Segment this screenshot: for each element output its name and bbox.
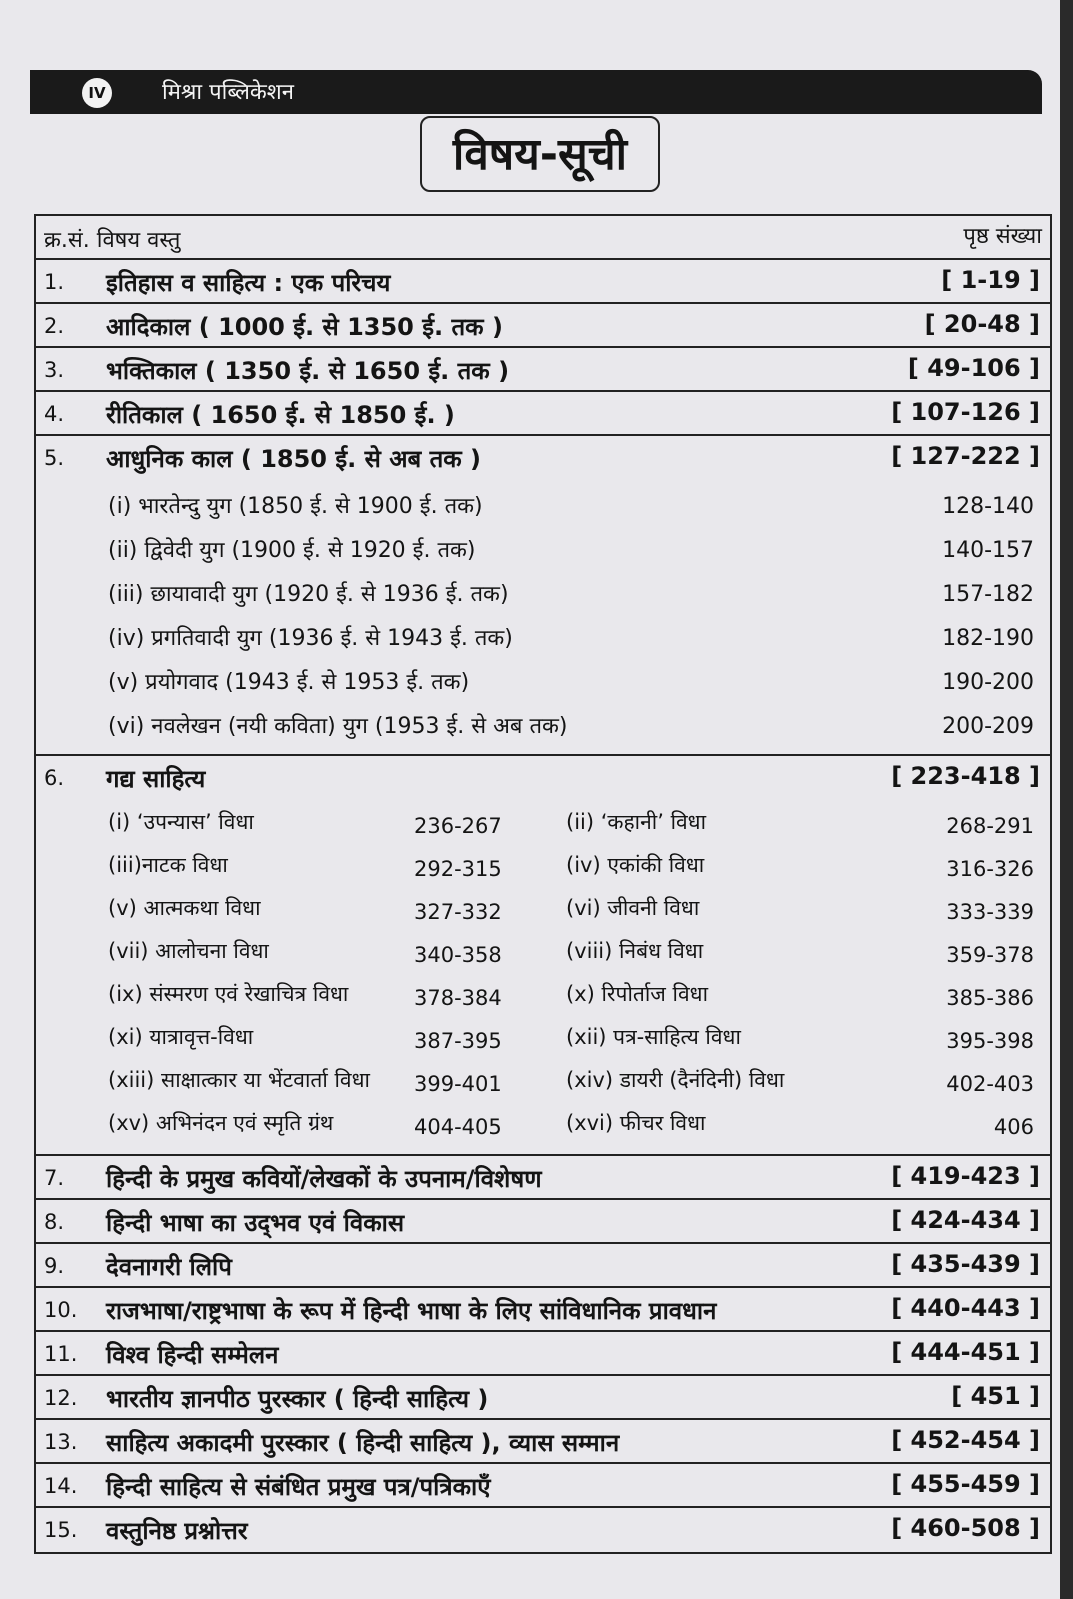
row-pages: [ 49-106 ] (907, 354, 1040, 382)
row-number: 15. (44, 1518, 78, 1542)
sub-title: (ii) द्विवेदी युग (1900 ई. से 1920 ई. तक) (108, 538, 476, 563)
genre-row (36, 1062, 1050, 1105)
row-title: आधुनिक काल ( 1850 ई. से अब तक ) (106, 445, 482, 473)
genre-row (36, 976, 1050, 1019)
row-title: गद्य साहित्य (106, 765, 206, 793)
row-title: देवनागरी लिपि (106, 1253, 232, 1281)
genre-pages: 236-267 (414, 814, 502, 838)
genre-title: (iii)नाटक विधा (108, 853, 228, 877)
row-number: 2. (44, 314, 65, 338)
sub-entry (36, 704, 1050, 748)
genre-title: (ix) संस्मरण एवं रेखाचित्र विधा (108, 982, 349, 1006)
row-number: 1. (44, 270, 65, 294)
genre-pages: 268-291 (946, 814, 1034, 838)
toc-row (36, 1156, 1050, 1200)
row-title: भारतीय ज्ञानपीठ पुरस्कार ( हिन्दी साहित्य ) (106, 1385, 489, 1413)
page-number-badge: IV (82, 78, 112, 108)
toc-row (36, 1464, 1050, 1508)
row-pages: [ 223-418 ] (891, 762, 1040, 790)
sub-pages: 200-209 (942, 714, 1034, 739)
page-title: विषय-सूची (420, 116, 660, 192)
row-title: राजभाषा/राष्ट्रभाषा के रूप में हिन्दी भाषा के लिए सांविधानिक प्रावधान (106, 1297, 717, 1325)
sub-pages: 128-140 (942, 494, 1034, 519)
genre-pages: 395-398 (946, 1029, 1034, 1053)
row-number: 14. (44, 1474, 78, 1498)
sub-entry (36, 616, 1050, 660)
genre-title: (xvi) फीचर विधा (566, 1111, 706, 1135)
genre-row (36, 890, 1050, 933)
row-title: हिन्दी भाषा का उद्‌भव एवं विकास (106, 1209, 405, 1237)
row-pages: [ 1-19 ] (941, 266, 1040, 294)
row-pages: [ 440-443 ] (891, 1294, 1040, 1322)
sub-entries (36, 436, 1050, 754)
row-number: 3. (44, 358, 65, 382)
toc-row (36, 1288, 1050, 1332)
toc-row-modern-period (36, 436, 1050, 756)
toc-row (36, 304, 1050, 348)
row-pages: [ 107-126 ] (891, 398, 1040, 426)
toc-row (36, 348, 1050, 392)
row-title: हिन्दी के प्रमुख कवियों/लेखकों के उपनाम/विशेषण (106, 1165, 542, 1193)
row-pages: [ 460-508 ] (891, 1514, 1040, 1542)
row-pages: [ 452-454 ] (891, 1426, 1040, 1454)
sub-entry (36, 528, 1050, 572)
genre-row (36, 804, 1050, 847)
genre-title: (viii) निबंध विधा (566, 939, 704, 963)
toc-row (36, 1420, 1050, 1464)
row-number: 6. (44, 766, 65, 790)
genre-title: (xi) यात्रावृत्त-विधा (108, 1025, 254, 1049)
genre-pages: 316-326 (946, 857, 1034, 881)
sub-pages: 190-200 (942, 670, 1034, 695)
row-pages: [ 20-48 ] (924, 310, 1040, 338)
row-number: 12. (44, 1386, 78, 1410)
genre-pages: 359-378 (946, 943, 1034, 967)
genre-pages: 340-358 (414, 943, 502, 967)
sub-entry (36, 660, 1050, 704)
row-title: साहित्य अकादमी पुरस्कार ( हिन्दी साहित्य ), व्यास सम्मान (106, 1429, 620, 1457)
row-number: 13. (44, 1430, 78, 1454)
genre-pages: 327-332 (414, 900, 502, 924)
toc-row-prose (36, 756, 1050, 1156)
toc-row (36, 1376, 1050, 1420)
sub-entry (36, 484, 1050, 528)
genre-title: (xii) पत्र-साहित्य विधा (566, 1025, 741, 1049)
row-title: विश्व हिन्दी सम्मेलन (106, 1341, 279, 1369)
genre-pages: 406 (993, 1115, 1034, 1139)
row-pages: [ 424-434 ] (891, 1206, 1040, 1234)
genre-grid (36, 756, 1050, 1154)
row-number: 10. (44, 1298, 78, 1322)
row-pages: [ 444-451 ] (891, 1338, 1040, 1366)
row-number: 7. (44, 1166, 65, 1190)
row-pages: [ 127-222 ] (891, 442, 1040, 470)
sub-title: (iv) प्रगतिवादी युग (1936 ई. से 1943 ई. तक) (108, 626, 513, 651)
row-number: 5. (44, 446, 65, 470)
row-title: रीतिकाल ( 1650 ई. से 1850 ई. ) (106, 401, 455, 429)
genre-pages: 387-395 (414, 1029, 502, 1053)
column-pages: पृष्ठ संख्या (963, 224, 1042, 249)
genre-pages: 402-403 (946, 1072, 1034, 1096)
genre-row (36, 847, 1050, 890)
genre-pages: 292-315 (414, 857, 502, 881)
row-pages: [ 455-459 ] (891, 1470, 1040, 1498)
genre-row (36, 1019, 1050, 1062)
sub-entry (36, 572, 1050, 616)
genre-pages: 404-405 (414, 1115, 502, 1139)
sub-pages: 140-157 (942, 538, 1034, 563)
sub-title: (i) भारतेन्दु युग (1850 ई. से 1900 ई. तक) (108, 494, 483, 519)
genre-title: (iv) एकांकी विधा (566, 853, 705, 877)
toc-row (36, 392, 1050, 436)
genre-title: (ii) ‘कहानी’ विधा (566, 810, 707, 834)
genre-title: (x) रिपोर्ताज विधा (566, 982, 709, 1006)
contents-header (36, 216, 1050, 260)
contents-table (34, 214, 1052, 1554)
genre-title: (vi) जीवनी विधा (566, 896, 700, 920)
sub-title: (iii) छायावादी युग (1920 ई. से 1936 ई. तक) (108, 582, 509, 607)
row-number: 4. (44, 402, 65, 426)
genre-pages: 378-384 (414, 986, 502, 1010)
sub-title: (vi) नवलेखन (नयी कविता) युग (1953 ई. से अब तक) (108, 714, 568, 739)
sub-pages: 157-182 (942, 582, 1034, 607)
row-pages: [ 451 ] (951, 1382, 1040, 1410)
toc-row (36, 1200, 1050, 1244)
genre-pages: 399-401 (414, 1072, 502, 1096)
genre-row (36, 933, 1050, 976)
genre-title: (i) ‘उपन्यास’ विधा (108, 810, 254, 834)
row-pages: [ 435-439 ] (891, 1250, 1040, 1278)
genre-title: (vii) आलोचना विधा (108, 939, 269, 963)
row-pages: [ 419-423 ] (891, 1162, 1040, 1190)
toc-row (36, 1332, 1050, 1376)
toc-row (36, 1244, 1050, 1288)
genre-pages: 385-386 (946, 986, 1034, 1010)
toc-row (36, 260, 1050, 304)
row-title: आदिकाल ( 1000 ई. से 1350 ई. तक ) (106, 313, 503, 341)
sub-pages: 182-190 (942, 626, 1034, 651)
genre-row (36, 1105, 1050, 1148)
row-title: वस्तुनिष्ठ प्रश्नोत्तर (106, 1517, 248, 1545)
toc-row (36, 1508, 1050, 1552)
row-number: 9. (44, 1254, 65, 1278)
genre-title: (xiii) साक्षात्कार या भेंटवार्ता विधा (108, 1068, 370, 1092)
publisher-name: मिश्रा पब्लिकेशन (162, 80, 294, 105)
genre-pages: 333-339 (946, 900, 1034, 924)
row-number: 8. (44, 1210, 65, 1234)
row-number: 11. (44, 1342, 78, 1366)
genre-title: (xiv) डायरी (दैनंदिनी) विधा (566, 1068, 785, 1092)
genre-title: (v) आत्मकथा विधा (108, 896, 261, 920)
row-title: भक्तिकाल ( 1350 ई. से 1650 ई. तक ) (106, 357, 510, 385)
row-title: इतिहास व साहित्य : एक परिचय (106, 269, 391, 297)
column-subject: क्र.सं. विषय वस्तु (44, 228, 181, 253)
genre-title: (xv) अभिनंदन एवं स्मृति ग्रंथ (108, 1111, 334, 1135)
sub-title: (v) प्रयोगवाद (1943 ई. से 1953 ई. तक) (108, 670, 470, 695)
row-title: हिन्दी साहित्य से संबंधित प्रमुख पत्र/पत्रिकाएँ (106, 1473, 491, 1501)
